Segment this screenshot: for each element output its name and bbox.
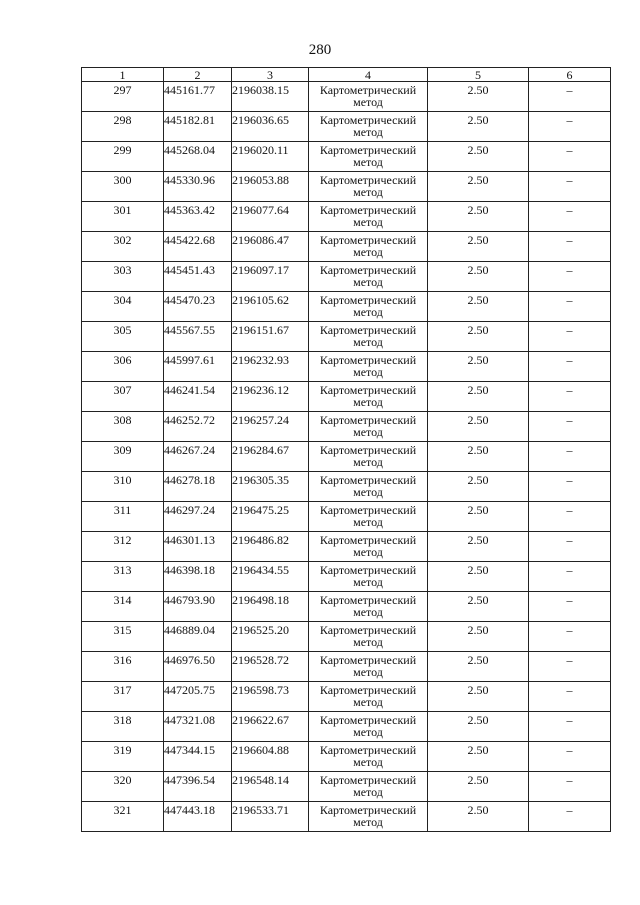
method-cell [309, 442, 428, 472]
col6-cell: – [529, 622, 611, 652]
x-coordinate-cell: 445268.04 [164, 142, 232, 172]
method-line-1: Картометрический [319, 533, 417, 547]
method-cell [309, 352, 428, 382]
y-coordinate-cell: 2196086.47 [232, 232, 309, 262]
point-number-cell: 309 [82, 442, 164, 472]
y-coordinate-cell: 2196486.82 [232, 532, 309, 562]
x-coordinate-cell: 446252.72 [164, 412, 232, 442]
y-coordinate-cell: 2196525.20 [232, 622, 309, 652]
col6-cell: – [529, 382, 611, 412]
method-line-1: Картометрический [319, 263, 417, 277]
col6-cell: – [529, 292, 611, 322]
point-number-cell: 321 [82, 802, 164, 832]
x-coordinate-cell: 447396.54 [164, 772, 232, 802]
x-coordinate-cell: 446278.18 [164, 472, 232, 502]
x-coordinate-cell: 445422.68 [164, 232, 232, 262]
y-coordinate-cell: 2196053.88 [232, 172, 309, 202]
x-coordinate-cell: 447443.18 [164, 802, 232, 832]
header-col-2: 2 [164, 68, 232, 82]
method-line-2: метод [353, 365, 383, 379]
x-coordinate-cell: 446889.04 [164, 622, 232, 652]
x-coordinate-cell: 445451.43 [164, 262, 232, 292]
method-line-1: Картометрический [319, 113, 417, 127]
table-row [82, 592, 611, 622]
accuracy-cell: 2.50 [428, 142, 529, 172]
accuracy-cell: 2.50 [428, 202, 529, 232]
table-row [82, 262, 611, 292]
method-line-1: Картометрический [319, 653, 417, 667]
col6-cell: – [529, 232, 611, 262]
method-cell [309, 772, 428, 802]
col6-cell: – [529, 712, 611, 742]
table-row [82, 232, 611, 262]
accuracy-cell: 2.50 [428, 622, 529, 652]
x-coordinate-cell: 446241.54 [164, 382, 232, 412]
method-cell [309, 172, 428, 202]
header-col-5: 5 [428, 68, 529, 82]
accuracy-cell: 2.50 [428, 382, 529, 412]
accuracy-cell: 2.50 [428, 232, 529, 262]
method-line-2: метод [353, 245, 383, 259]
method-line-2: метод [353, 95, 383, 109]
method-line-2: метод [353, 605, 383, 619]
method-cell [309, 682, 428, 712]
method-line-2: метод [353, 305, 383, 319]
point-number-cell: 300 [82, 172, 164, 202]
method-line-2: метод [353, 155, 383, 169]
method-line-2: метод [353, 725, 383, 739]
table-row [82, 82, 611, 112]
col6-cell: – [529, 142, 611, 172]
method-line-1: Картометрический [319, 83, 417, 97]
point-number-cell: 299 [82, 142, 164, 172]
x-coordinate-cell: 446793.90 [164, 592, 232, 622]
x-coordinate-cell: 445330.96 [164, 172, 232, 202]
accuracy-cell: 2.50 [428, 172, 529, 202]
method-line-1: Картометрический [319, 623, 417, 637]
table-row [82, 442, 611, 472]
point-number-cell: 315 [82, 622, 164, 652]
table-row [82, 532, 611, 562]
y-coordinate-cell: 2196036.65 [232, 112, 309, 142]
col6-cell: – [529, 352, 611, 382]
method-cell [309, 382, 428, 412]
method-line-1: Картометрический [319, 713, 417, 727]
col6-cell: – [529, 202, 611, 232]
method-line-1: Картометрический [319, 503, 417, 517]
col6-cell: – [529, 652, 611, 682]
method-cell [309, 712, 428, 742]
method-cell [309, 622, 428, 652]
point-number-cell: 302 [82, 232, 164, 262]
point-number-cell: 313 [82, 562, 164, 592]
page-number: 280 [308, 42, 332, 58]
table-row [82, 412, 611, 442]
method-cell [309, 142, 428, 172]
y-coordinate-cell: 2196548.14 [232, 772, 309, 802]
method-line-2: метод [353, 455, 383, 469]
x-coordinate-cell: 445182.81 [164, 112, 232, 142]
table-row [82, 652, 611, 682]
point-number-cell: 304 [82, 292, 164, 322]
x-coordinate-cell: 445567.55 [164, 322, 232, 352]
x-coordinate-cell: 446301.13 [164, 532, 232, 562]
table-row [82, 202, 611, 232]
method-line-1: Картометрический [319, 143, 417, 157]
method-line-1: Картометрический [319, 773, 417, 787]
table-row [82, 112, 611, 142]
point-number-cell: 319 [82, 742, 164, 772]
point-number-cell: 312 [82, 532, 164, 562]
point-number-cell: 316 [82, 652, 164, 682]
x-coordinate-cell: 446976.50 [164, 652, 232, 682]
method-cell [309, 292, 428, 322]
method-line-1: Картометрический [319, 353, 417, 367]
header-col-6: 6 [529, 68, 611, 82]
y-coordinate-cell: 2196151.67 [232, 322, 309, 352]
x-coordinate-cell: 446398.18 [164, 562, 232, 592]
method-cell [309, 742, 428, 772]
col6-cell: – [529, 262, 611, 292]
col6-cell: – [529, 472, 611, 502]
y-coordinate-cell: 2196533.71 [232, 802, 309, 832]
method-line-2: метод [353, 755, 383, 769]
col6-cell: – [529, 322, 611, 352]
point-number-cell: 298 [82, 112, 164, 142]
method-line-1: Картометрический [319, 473, 417, 487]
method-cell [309, 472, 428, 502]
col6-cell: – [529, 592, 611, 622]
y-coordinate-cell: 2196105.62 [232, 292, 309, 322]
col6-cell: – [529, 532, 611, 562]
method-line-2: метод [353, 425, 383, 439]
method-cell [309, 502, 428, 532]
y-coordinate-cell: 2196598.73 [232, 682, 309, 712]
method-line-2: метод [353, 695, 383, 709]
y-coordinate-cell: 2196038.15 [232, 82, 309, 112]
x-coordinate-cell: 446297.24 [164, 502, 232, 532]
col6-cell: – [529, 112, 611, 142]
method-cell [309, 202, 428, 232]
x-coordinate-cell: 445363.42 [164, 202, 232, 232]
x-coordinate-cell: 447344.15 [164, 742, 232, 772]
method-line-2: метод [353, 545, 383, 559]
method-line-2: метод [353, 125, 383, 139]
accuracy-cell: 2.50 [428, 562, 529, 592]
method-line-2: метод [353, 395, 383, 409]
accuracy-cell: 2.50 [428, 502, 529, 532]
method-line-1: Картометрический [319, 233, 417, 247]
method-line-2: метод [353, 215, 383, 229]
y-coordinate-cell: 2196305.35 [232, 472, 309, 502]
point-number-cell: 308 [82, 412, 164, 442]
y-coordinate-cell: 2196622.67 [232, 712, 309, 742]
y-coordinate-cell: 2196097.17 [232, 262, 309, 292]
accuracy-cell: 2.50 [428, 472, 529, 502]
accuracy-cell: 2.50 [428, 772, 529, 802]
method-line-1: Картометрический [319, 203, 417, 217]
method-line-1: Картометрический [319, 803, 417, 817]
point-number-cell: 310 [82, 472, 164, 502]
accuracy-cell: 2.50 [428, 532, 529, 562]
x-coordinate-cell: 446267.24 [164, 442, 232, 472]
table-row [82, 382, 611, 412]
point-number-cell: 303 [82, 262, 164, 292]
point-number-cell: 320 [82, 772, 164, 802]
method-line-2: метод [353, 635, 383, 649]
accuracy-cell: 2.50 [428, 352, 529, 382]
col6-cell: – [529, 682, 611, 712]
col6-cell: – [529, 742, 611, 772]
point-number-cell: 297 [82, 82, 164, 112]
y-coordinate-cell: 2196284.67 [232, 442, 309, 472]
method-line-2: метод [353, 785, 383, 799]
method-cell [309, 592, 428, 622]
accuracy-cell: 2.50 [428, 652, 529, 682]
method-line-2: метод [353, 485, 383, 499]
point-number-cell: 314 [82, 592, 164, 622]
accuracy-cell: 2.50 [428, 262, 529, 292]
point-number-cell: 311 [82, 502, 164, 532]
method-cell [309, 532, 428, 562]
col6-cell: – [529, 502, 611, 532]
header-col-1: 1 [82, 68, 164, 82]
point-number-cell: 317 [82, 682, 164, 712]
table-row [82, 472, 611, 502]
y-coordinate-cell: 2196475.25 [232, 502, 309, 532]
y-coordinate-cell: 2196604.88 [232, 742, 309, 772]
method-line-1: Картометрический [319, 323, 417, 337]
table-row [82, 322, 611, 352]
accuracy-cell: 2.50 [428, 802, 529, 832]
y-coordinate-cell: 2196232.93 [232, 352, 309, 382]
y-coordinate-cell: 2196236.12 [232, 382, 309, 412]
col6-cell: – [529, 442, 611, 472]
method-line-1: Картометрический [319, 563, 417, 577]
col6-cell: – [529, 562, 611, 592]
method-line-1: Картометрический [319, 293, 417, 307]
col6-cell: – [529, 172, 611, 202]
table-row [82, 622, 611, 652]
method-line-1: Картометрический [319, 383, 417, 397]
x-coordinate-cell: 445470.23 [164, 292, 232, 322]
table-row [82, 352, 611, 382]
method-line-2: метод [353, 335, 383, 349]
table-row [82, 172, 611, 202]
col6-cell: – [529, 802, 611, 832]
point-number-cell: 301 [82, 202, 164, 232]
method-cell [309, 652, 428, 682]
accuracy-cell: 2.50 [428, 592, 529, 622]
method-line-1: Картометрический [319, 443, 417, 457]
accuracy-cell: 2.50 [428, 442, 529, 472]
accuracy-cell: 2.50 [428, 412, 529, 442]
table-row [82, 712, 611, 742]
method-cell [309, 262, 428, 292]
coordinates-table [81, 67, 611, 832]
x-coordinate-cell: 445161.77 [164, 82, 232, 112]
table-header [82, 68, 611, 82]
method-line-2: метод [353, 185, 383, 199]
col6-cell: – [529, 82, 611, 112]
method-cell [309, 82, 428, 112]
y-coordinate-cell: 2196257.24 [232, 412, 309, 442]
x-coordinate-cell: 447205.75 [164, 682, 232, 712]
method-line-2: метод [353, 665, 383, 679]
accuracy-cell: 2.50 [428, 742, 529, 772]
point-number-cell: 307 [82, 382, 164, 412]
header-row [82, 68, 611, 82]
method-line-1: Картометрический [319, 593, 417, 607]
table-row [82, 772, 611, 802]
accuracy-cell: 2.50 [428, 82, 529, 112]
table-row [82, 742, 611, 772]
method-cell [309, 322, 428, 352]
col6-cell: – [529, 412, 611, 442]
table-row [82, 682, 611, 712]
accuracy-cell: 2.50 [428, 682, 529, 712]
header-col-3: 3 [232, 68, 309, 82]
point-number-cell: 305 [82, 322, 164, 352]
table-row [82, 292, 611, 322]
method-cell [309, 412, 428, 442]
accuracy-cell: 2.50 [428, 112, 529, 142]
header-col-4: 4 [309, 68, 428, 82]
method-line-2: метод [353, 515, 383, 529]
method-line-1: Картометрический [319, 173, 417, 187]
method-line-2: метод [353, 815, 383, 829]
accuracy-cell: 2.50 [428, 712, 529, 742]
y-coordinate-cell: 2196498.18 [232, 592, 309, 622]
method-cell [309, 232, 428, 262]
table-row [82, 502, 611, 532]
method-line-1: Картометрический [319, 683, 417, 697]
method-cell [309, 802, 428, 832]
method-line-2: метод [353, 275, 383, 289]
accuracy-cell: 2.50 [428, 292, 529, 322]
method-line-1: Картометрический [319, 743, 417, 757]
accuracy-cell: 2.50 [428, 322, 529, 352]
y-coordinate-cell: 2196434.55 [232, 562, 309, 592]
method-line-2: метод [353, 575, 383, 589]
method-cell [309, 562, 428, 592]
point-number-cell: 318 [82, 712, 164, 742]
table-row [82, 142, 611, 172]
table-row [82, 562, 611, 592]
col6-cell: – [529, 772, 611, 802]
method-cell [309, 112, 428, 142]
y-coordinate-cell: 2196020.11 [232, 142, 309, 172]
table-row [82, 802, 611, 832]
x-coordinate-cell: 447321.08 [164, 712, 232, 742]
point-number-cell: 306 [82, 352, 164, 382]
y-coordinate-cell: 2196528.72 [232, 652, 309, 682]
y-coordinate-cell: 2196077.64 [232, 202, 309, 232]
method-line-1: Картометрический [319, 413, 417, 427]
x-coordinate-cell: 445997.61 [164, 352, 232, 382]
table-body [82, 82, 611, 832]
